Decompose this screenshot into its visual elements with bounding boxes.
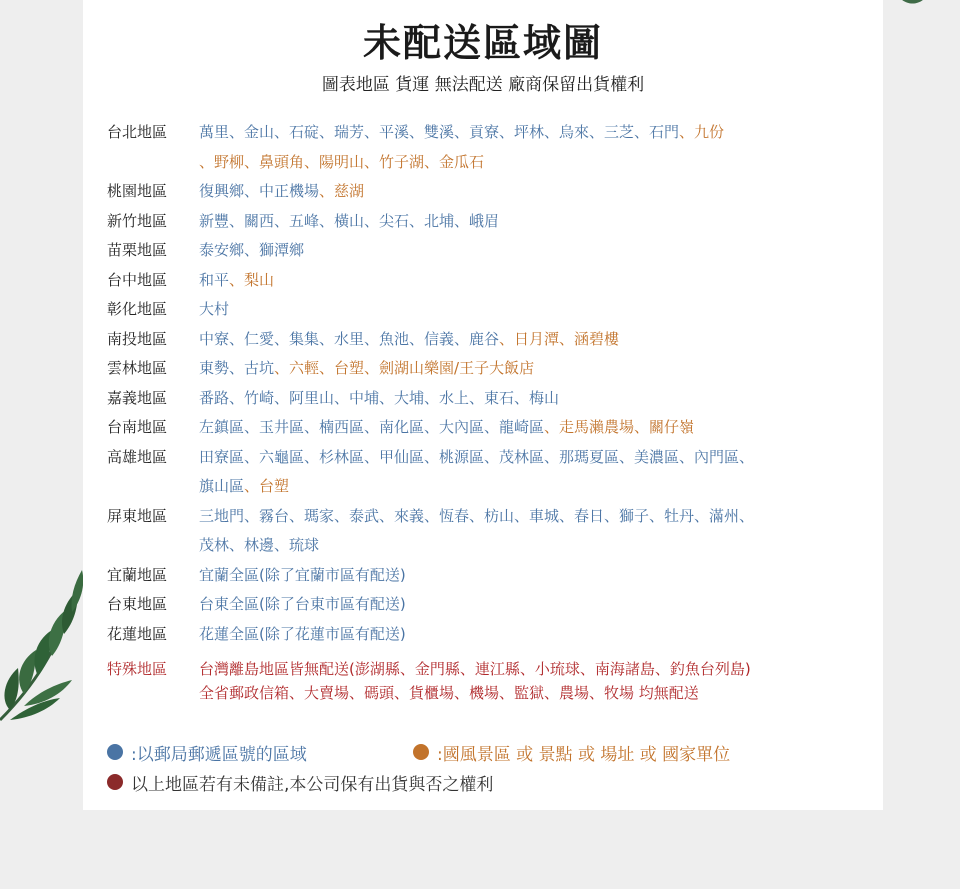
region-row <box>107 413 867 443</box>
page-subtitle: 圖表地區 貨運 無法配送 廠商保留出貨權利 <box>321 75 645 95</box>
town-segment: 和平 <box>199 270 230 289</box>
page-title: 未配送區域圖 <box>362 21 603 65</box>
blue-dot-icon <box>107 744 123 760</box>
region-name: 台中地區 <box>107 270 168 289</box>
region-name: 台北地區 <box>107 123 168 141</box>
palm-leaf-icon <box>0 560 90 740</box>
town-segment: 三地門、霧台、瑪家、泰武、來義、恆春、枋山、車城、春日、獅子、牡丹、滿州、 <box>199 506 755 525</box>
region-row <box>107 236 867 266</box>
special-region-text <box>199 657 867 705</box>
region-row <box>107 502 867 532</box>
region-row <box>107 207 867 237</box>
region-name <box>107 531 199 561</box>
town-segment: 、台塑 <box>244 477 290 495</box>
region-row <box>107 531 867 561</box>
region-row <box>107 620 867 650</box>
region-name: 屏東地區 <box>107 506 168 525</box>
region-towns <box>199 620 867 650</box>
town-segment: 中寮、仁愛、集集、水里、魚池、信義、鹿谷 <box>199 329 500 348</box>
delivery-card <box>83 0 883 810</box>
region-row <box>107 472 867 502</box>
leaf-decoration-icon <box>894 0 930 12</box>
region-row <box>107 443 867 473</box>
region-towns <box>199 384 867 414</box>
town-segment: 、九份 <box>679 123 725 141</box>
legend <box>107 737 867 797</box>
special-region-row <box>107 657 867 705</box>
region-towns <box>199 177 867 207</box>
town-segment: 花蓮全區(除了花蓮市區有配送) <box>199 624 406 643</box>
region-towns <box>199 590 867 620</box>
town-segment: 番路、竹崎、阿里山、中埔、大埔、水上、東石、梅山 <box>199 388 560 407</box>
region-name: 彰化地區 <box>107 300 168 318</box>
region-row <box>107 325 867 355</box>
town-segment: 旗山區 <box>199 477 245 495</box>
town-segment: 茂林、林邊、琉球 <box>199 536 320 554</box>
town-segment: 大村 <box>199 300 230 318</box>
region-name <box>107 148 199 178</box>
legend-blue-label: :以郵局郵遞區號的區域 <box>131 744 307 765</box>
town-segment: 新豐、關西、五峰、橫山、尖石、北埔、峨眉 <box>199 211 500 230</box>
region-towns <box>199 472 867 502</box>
region-row <box>107 354 867 384</box>
town-segment: 東勢、古坑 <box>199 359 275 377</box>
town-segment: 復興鄉、中正機場 <box>199 182 320 200</box>
town-segment: 、梨山 <box>229 270 275 289</box>
town-segment: 、走馬瀨農場、關仔嶺 <box>544 418 695 436</box>
legend-dark-label: 以上地區若有未備註,本公司保有出貨與否之權利 <box>131 774 494 795</box>
legend-dark <box>107 770 493 795</box>
region-towns <box>199 561 867 591</box>
legend-orange-label: :國風景區 或 景點 或 場址 或 國家單位 <box>437 744 731 765</box>
region-name: 高雄地區 <box>107 447 168 466</box>
town-segment: 、慈湖 <box>319 182 365 200</box>
region-name: 苗栗地區 <box>107 241 168 259</box>
dark-red-dot-icon <box>107 774 123 790</box>
region-name: 台東地區 <box>107 595 168 613</box>
town-segment: 泰安鄉、獅潭鄉 <box>199 241 305 259</box>
region-name: 花蓮地區 <box>107 624 168 643</box>
region-towns <box>199 531 867 561</box>
town-segment: 台東全區(除了台東市區有配送) <box>199 595 406 613</box>
region-row <box>107 590 867 620</box>
region-towns <box>199 502 867 532</box>
town-segment: 左鎮區、玉井區、楠西區、南化區、大內區、龍崎區 <box>199 418 545 436</box>
region-towns <box>199 266 867 296</box>
town-segment: 萬里、金山、石碇、瑞芳、平溪、雙溪、貢寮、坪林、烏來、三芝、石門 <box>199 123 680 141</box>
region-name <box>107 472 199 502</box>
town-segment: 、六輕、台塑、劍湖山樂園/王子大飯店 <box>274 359 535 377</box>
region-towns <box>199 236 867 266</box>
region-row <box>107 118 867 148</box>
region-name: 嘉義地區 <box>107 388 168 407</box>
town-segment: 宜蘭全區(除了宜蘭市區有配送) <box>199 565 406 584</box>
region-row <box>107 148 867 178</box>
region-list <box>107 118 867 705</box>
region-name: 桃園地區 <box>107 182 168 200</box>
region-row <box>107 384 867 414</box>
special-line-1: 台灣離島地區皆無配送(澎湖縣、金門縣、連江縣、小琉球、南海諸島、釣魚台列島) <box>199 660 751 678</box>
region-towns <box>199 325 867 355</box>
region-row <box>107 561 867 591</box>
region-row <box>107 295 867 325</box>
legend-orange <box>413 740 730 765</box>
region-name: 雲林地區 <box>107 359 168 377</box>
town-segment: 、野柳、鼻頭角、陽明山、竹子湖、金瓜石 <box>199 152 485 171</box>
region-name: 新竹地區 <box>107 211 168 230</box>
region-row <box>107 177 867 207</box>
region-row <box>107 266 867 296</box>
region-name: 宜蘭地區 <box>107 565 168 584</box>
region-towns <box>199 354 867 384</box>
region-towns <box>199 443 867 473</box>
region-towns <box>199 118 867 148</box>
region-towns <box>199 295 867 325</box>
special-line-2: 全省郵政信箱、大賣場、碼頭、貨櫃場、機場、監獄、農場、牧場 均無配送 <box>199 684 699 702</box>
region-towns <box>199 148 867 178</box>
legend-blue <box>107 740 413 765</box>
region-name: 南投地區 <box>107 329 168 348</box>
orange-dot-icon <box>413 744 429 760</box>
special-region-name: 特殊地區 <box>107 660 168 678</box>
town-segment: 、日月潭、涵碧樓 <box>499 329 620 348</box>
region-name: 台南地區 <box>107 418 168 436</box>
region-towns <box>199 207 867 237</box>
region-towns <box>199 413 867 443</box>
town-segment: 田寮區、六龜區、杉林區、甲仙區、桃源區、茂林區、那瑪夏區、美濃區、內門區、 <box>199 447 755 466</box>
